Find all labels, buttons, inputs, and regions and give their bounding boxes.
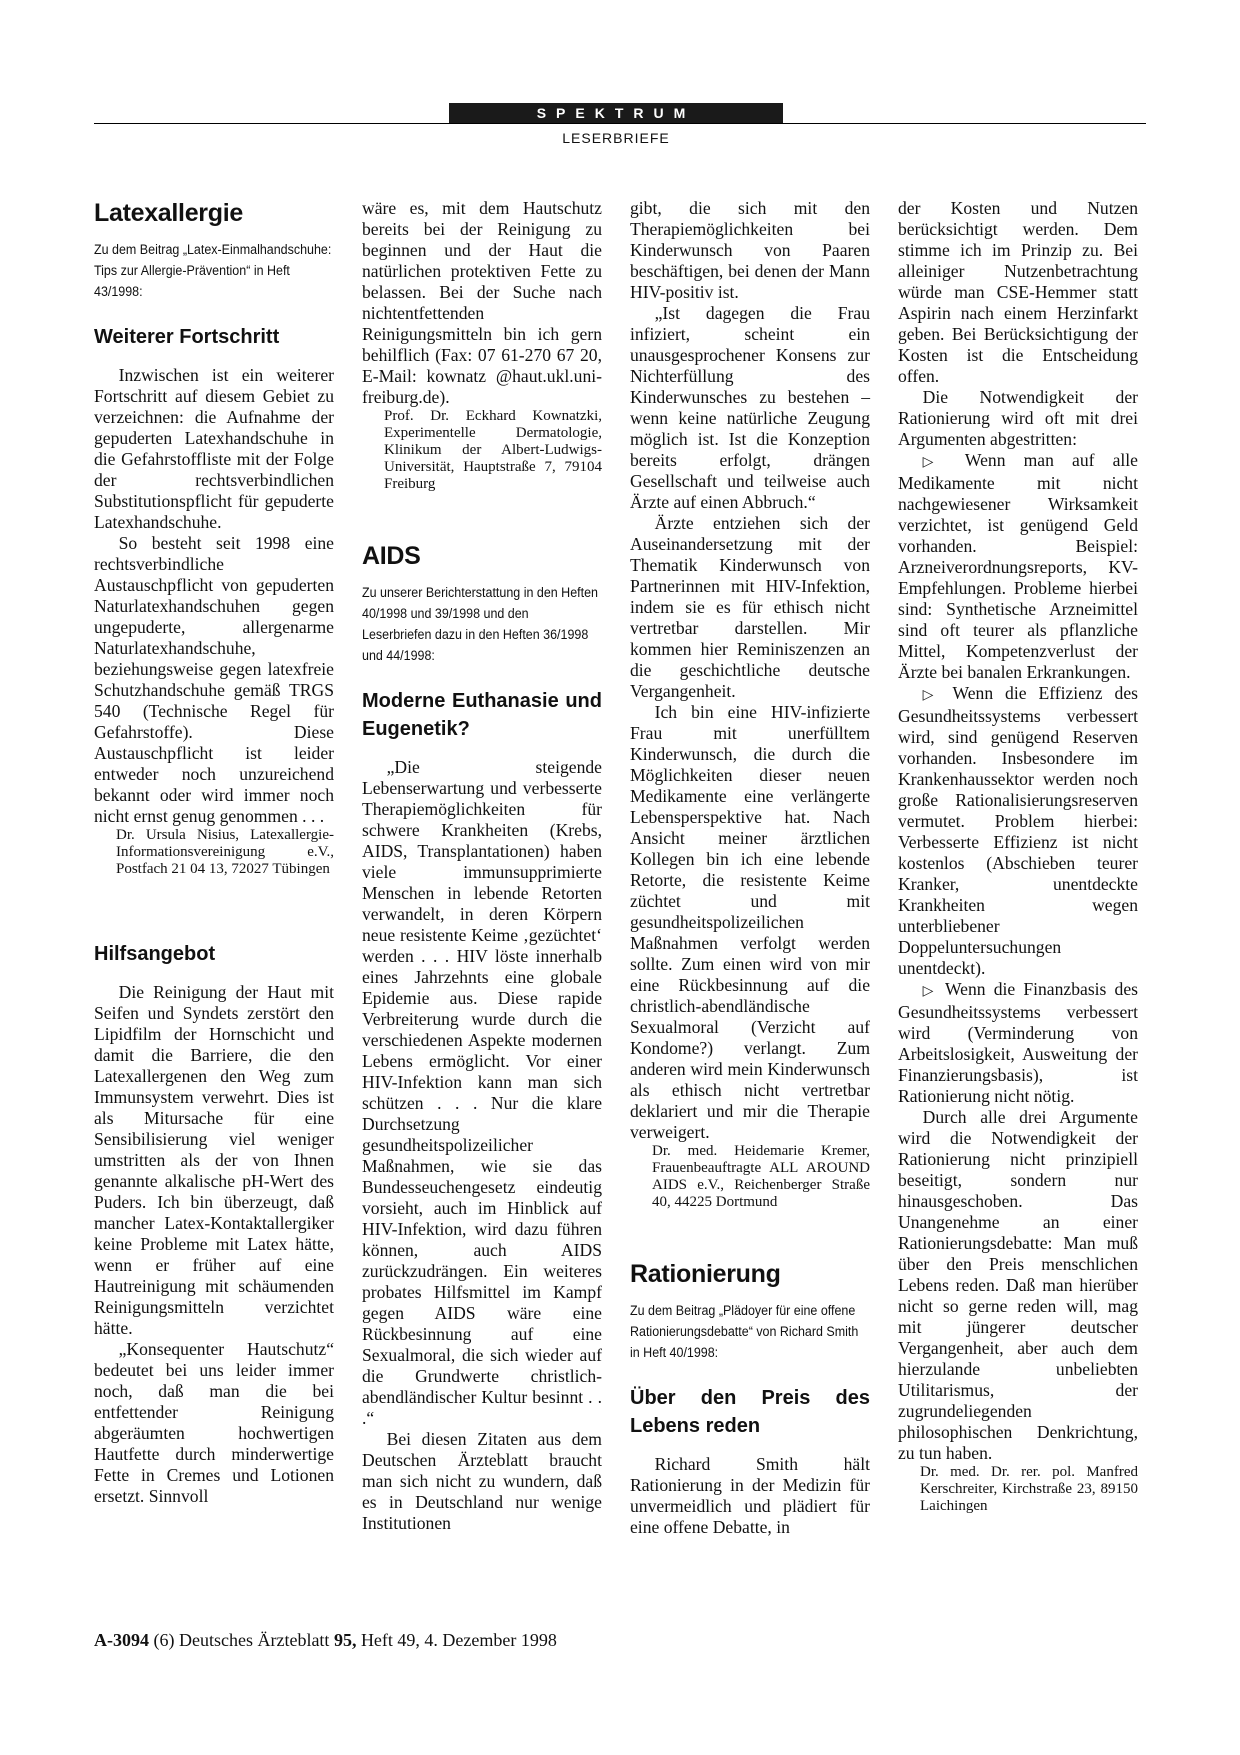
- bullet-item: [898, 683, 1138, 979]
- article-title-latexallergie: Latexallergie: [94, 199, 243, 227]
- body-paragraph: Durch alle drei Argumente wird die Notwendigkeit der Rationierung nicht prinzipiell beseitigt, sondern nur hinausgeschoben. Das Unangenehme an einer Rationierungsdebatte: Man muß über den Preis menschlichen Lebens reden. Daß man hierüber nicht so gerne reden will, mag mit jüngerer deutscher Vergangenheit, aber auch dem hierzulande unbeliebten Utilitarismus, der zugrundeliegenden philosophischen Denkrichtung, zu tun haben.: [898, 1107, 1138, 1463]
- letter-signature: Dr. Ursula Nisius, Latexallergie-Informationsvereinigung e.V., Postfach 21 04 13, 72027 Tübingen: [116, 827, 334, 877]
- letter-signature: Dr. med. Heidemarie Kremer, Frauenbeauftragte ALL AROUND AIDS e.V., Reichenberger Straße 40, 44225 Dortmund: [652, 1143, 870, 1210]
- body-paragraph: Ich bin eine HIV-infizierte Frau mit unerfülltem Kinderwunsch, die durch die Möglichkeiten dieser neuen Medikamente eine verlängerte Lebensperspektive hat. Nach Ansicht meiner ärztlichen Kollegen bin ich eine lebende Retorte, die resistente Keime züchtet und mit gesundheitspolizeilichen Maßnahmen verfolgt werden sollte. Zum einen wird von mir eine Rückbesinnung auf die christlich-abendländische Sexualmoral (Verzicht auf Kondome?) verlangt. Zum anderen wird mein Kinderwunsch als ethisch nicht vertretbar deklariert und mir die Therapie verweigert.: [630, 702, 870, 1142]
- letter-heading: Moderne Euthanasie und Eugenetik?: [362, 690, 602, 740]
- body-paragraph: Die Notwendigkeit der Rationierung wird oft mit drei Argumenten abgestritten:: [898, 387, 1138, 449]
- letter-heading: Hilfsangebot: [94, 943, 216, 965]
- section-label: SPEKTRUM: [449, 103, 783, 123]
- bullet-item: [898, 450, 1138, 683]
- article-intro: Zu dem Beitrag „Plädoyer für eine offene Rationierungsdebatte“ von Richard Smith in Heft 40/1998:: [630, 1303, 859, 1361]
- column-3: [630, 198, 870, 1538]
- body-paragraph: gibt, die sich mit den Therapiemöglichkeiten bei Kinderwunsch von Paaren beschäftigen, bei denen der Mann HIV-positiv ist.: [630, 198, 870, 302]
- body-paragraph: „Die steigende Lebenserwartung und verbesserte Therapiemöglichkeiten für schwere Krankheiten (Krebs, AIDS, Transplantationen) haben viele immunsupprimierte Menschen in lebende Retorten verwandelt, in deren Körpern neue resistente Keime ‚gezüchtet‘ werden . . . HIV löste innerhalb eines Jahrzehnts eine globale Epidemie aus. Diese rapide Verbreiterung wurde durch die verschiedenen Aspekte modernen Lebens ermöglicht. Vor einer HIV-Infektion kann man sich schützen . . . Nur die klare Durchsetzung gesundheitspolizeilicher Maßnahmen, wie sie das Bundesseuchengesetz eindeutig vorsieht, auch im Hinblick auf HIV-Infektion, wird dazu führen können, auch AIDS zurückzudrängen. Ein weiteres probates Hilfsmittel im Kampf gegen AIDS wäre eine Rückbesinnung auf eine Sexualmoral, die sich wieder auf die Grundwerte christlich-abendländischer Kultur besinnt . . .“: [362, 757, 602, 1428]
- footer-issue: Heft 49, 4. Dezember 1998: [360, 1630, 557, 1650]
- body-paragraph: „Konsequenter Hautschutz“ bedeutet bei uns leider immer noch, daß man die bei entfettender Reinigung abgeräumten hochwertigen Hautfette durch minderwertige Fette in Cremes und Lotionen ersetzt. Sinnvoll: [94, 1339, 334, 1506]
- page-footer: [94, 1630, 557, 1651]
- letter-heading: Weiterer Fortschritt: [94, 326, 280, 348]
- bullet-text: Wenn die Finanzbasis des Gesundheitssystems verbessert wird (Verminderung von Arbeitslosigkeit, Ausweitung der Finanzierungsbasis), ist Rationierung nicht nötig.: [898, 979, 1138, 1106]
- letter-heading: Über den Preis des Lebens reden: [630, 1387, 870, 1437]
- bullet-text: Wenn man auf alle Medikamente mit nicht nachgewiesener Wirksamkeit verzichtet, ist genügend Geld vorhanden. Beispiel: Arzneiverordnungsreports, KV-Empfehlungen. Probleme hierbei sind: Synthetische Arzneimittel sind oft teurer als pflanzliche Mittel, Kompetenzverlust der Ärzte bei banalen Erkrankungen.: [898, 450, 1138, 682]
- article-intro: Zu dem Beitrag „Latex-Einmalhandschuhe: Tips zur Allergie-Prävention“ in Heft 43/1998:: [94, 242, 332, 300]
- body-paragraph: Inzwischen ist ein weiterer Fortschritt auf diesem Gebiet zu verzeichnen: die Aufnahme der gepuderten Latexhandschuhe in die Gefahrstoffliste mit der Folge der rechtsverbindlichen Substitutionspflicht für gepuderte Latexhandschuhe.: [94, 365, 334, 532]
- body-paragraph: Richard Smith hält Rationierung in der Medizin für unvermeidlich und plädiert für eine offene Debatte, in: [630, 1454, 870, 1537]
- footer-publication: (6) Deutsches Ärzteblatt: [153, 1630, 330, 1650]
- article-title-rationierung: Rationierung: [630, 1260, 781, 1288]
- body-paragraph: der Kosten und Nutzen berücksichtigt werden. Dem stimme ich im Prinzip zu. Bei alleiniger Nutzenbetrachtung würde man CSE-Hemmer statt Aspirin nach einem Herzinfarkt geben. Bei Berücksichtigung der Kosten ist die Entscheidung offen.: [898, 198, 1138, 386]
- column-1: [94, 198, 334, 1507]
- body-paragraph: So besteht seit 1998 eine rechtsverbindliche Austauschpflicht von gepuderten Naturlatexhandschuhen gegen ungepuderte, allergenarme Naturlatexhandschuhe, beziehungsweise gegen latexfreie Schutzhandschuhe gemäß TRGS 540 (Technische Regel für Gefahrstoffe). Diese Austauschpflicht ist leider entweder noch unzureichend bekannt oder wird immer noch nicht ernst genug genommen . . .: [94, 533, 334, 826]
- header-rule: [94, 123, 1146, 124]
- article-title-aids: AIDS: [362, 542, 421, 570]
- triangle-bullet-icon: ▷: [922, 983, 938, 999]
- letter-signature: Dr. med. Dr. rer. pol. Manfred Kerschreiter, Kirchstraße 23, 89150 Laichingen: [920, 1464, 1138, 1514]
- triangle-bullet-icon: ▷: [922, 454, 948, 470]
- article-intro: Zu unserer Berichterstattung in den Heften 40/1998 und 39/1998 und den Leserbriefen dazu in den Heften 36/1998 und 44/1998:: [362, 585, 598, 664]
- subsection-label: LESERBRIEFE: [562, 130, 670, 146]
- column-4: [898, 198, 1138, 1515]
- triangle-bullet-icon: ▷: [922, 687, 941, 703]
- footer-volume: 95,: [333, 1630, 357, 1650]
- column-2: [362, 198, 602, 1534]
- body-paragraph: Bei diesen Zitaten aus dem Deutschen Ärzteblatt braucht man sich nicht zu wundern, daß es in Deutschland nur wenige Institutionen: [362, 1429, 602, 1533]
- bullet-text: Wenn die Effizienz des Gesundheitssystems verbessert wird, sind genügend Reserven vorhanden. Insbesondere im Krankenhaussektor werden noch große Rationalisierungsreserven vermutet. Problem hierbei: Verbesserte Effizienz ist nicht kostenlos (Abschieben teurer Kranker, unentdeckte Krankheiten wegen unterbliebener Doppeluntersuchungen unentdeckt).: [898, 683, 1138, 978]
- body-paragraph: „Ist dagegen die Frau infiziert, scheint ein unausgesprochener Konsens zur Nichterfüllung des Kinderwunsches zu bestehen – wenn keine natürliche Zeugung möglich ist. Ist die Konzeption bereits erfolgt, drängen Gesellschaft und teilweise auch Ärzte auf einen Abbruch.“: [630, 303, 870, 512]
- bullet-item: [898, 979, 1138, 1107]
- letter-signature: Prof. Dr. Eckhard Kownatzki, Experimentelle Dermatologie, Klinikum der Albert-Ludwigs-Universität, Hauptstraße 7, 79104 Freiburg: [384, 408, 602, 492]
- body-paragraph: Ärzte entziehen sich der Auseinandersetzung mit der Thematik Kinderwunsch von Partnerinnen mit HIV-Infektion, indem sie es für ethisch nicht vertretbar darstellen. Mir kommen hier Reminiszenzen an die geschichtliche deutsche Vergangenheit.: [630, 513, 870, 701]
- body-paragraph: wäre es, mit dem Hautschutz bereits bei der Reinigung zu beginnen und der Haut die natürlichen protektiven Fette zu belassen. Bei der Suche nach nichtentfettenden Reinigungsmitteln bin ich gern behilflich (Fax: 07 61-270 67 20, E-Mail: kownatz @haut.ukl.uni-freiburg.de).: [362, 198, 602, 407]
- body-paragraph: Die Reinigung der Haut mit Seifen und Syndets zerstört den Lipidfilm der Hornschicht und damit die Barriere, die den Latexallergenen den Weg zum Immunsystem verwehrt. Dies ist als Mitursache für eine Sensibilisierung viel weniger umstritten als der von Ihnen genannte alkalische pH-Wert des Puders. Ich bin überzeugt, daß mancher Latex-Kontaktallergiker keine Probleme mit Latex hätte, wenn er früher auf eine Hautreinigung mit schäumenden Reinigungsmitteln verzichtet hätte.: [94, 982, 334, 1338]
- page-number: A-3094: [94, 1630, 149, 1650]
